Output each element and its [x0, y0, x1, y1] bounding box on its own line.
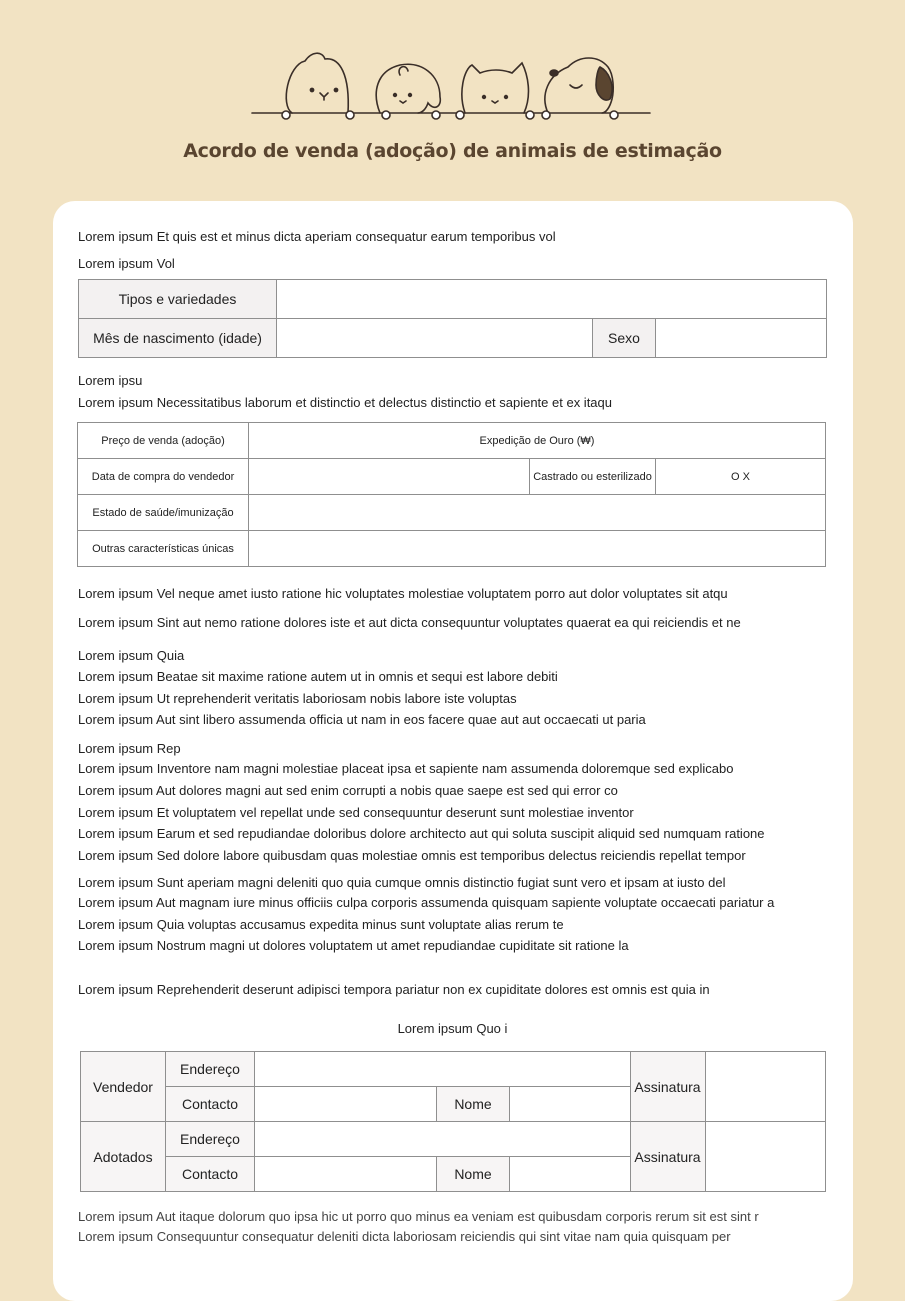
birth-field[interactable]	[277, 319, 593, 358]
birth-label: Mês de nascimento (idade)	[79, 319, 277, 358]
seller-signature-field[interactable]	[705, 1052, 826, 1122]
page-title: Acordo de venda (adoção) de animais de estimação	[183, 140, 722, 162]
adopter-address-field[interactable]	[255, 1122, 631, 1157]
paragraph-line: Lorem ipsum Quia voluptas accusamus expedita minus sunt voluptate alias rerum te	[78, 917, 564, 932]
paragraph-line: Lorem ipsum Aut dolores magni aut sed enim corrupti a nobis quae saepe est sed qui error co	[78, 783, 618, 798]
sex-label: Sexo	[593, 319, 656, 358]
sex-field[interactable]	[656, 319, 827, 358]
name-label: Nome	[437, 1157, 510, 1192]
health-field[interactable]	[249, 495, 826, 531]
paragraph-line: Lorem ipsum Sint aut nemo ratione dolores iste et aut dicta consequuntur voluptates quaerat ea qui reiciendis et ne	[78, 615, 741, 630]
contact-label: Contacto	[166, 1087, 255, 1122]
paragraph-line: Lorem ipsum Rep	[78, 741, 181, 756]
mid-line: Lorem ipsu	[78, 373, 143, 388]
footer-line: Lorem ipsum Consequuntur consequatur deleniti dicta laboriosam reiciendis qui sint vitae nam quia quisquam per	[78, 1229, 731, 1244]
other-traits-label: Outras características únicas	[78, 531, 249, 567]
contact-label: Contacto	[166, 1157, 255, 1192]
address-label: Endereço	[166, 1052, 255, 1087]
neutered-value[interactable]: O X	[656, 459, 826, 495]
paragraph-line: Lorem ipsum Vel neque amet iusto ratione hic voluptates molestiae voluptatem porro aut dolor voluptates sit atqu	[78, 586, 728, 601]
paragraph-line: Lorem ipsum Ut reprehenderit veritatis laboriosam nobis labore iste voluptas	[78, 691, 517, 706]
paragraph-line: Lorem ipsum Sunt aperiam magni deleniti quo quia cumque omnis distinctio fugiat sunt vero et ipsam at iusto del	[78, 875, 726, 890]
health-label: Estado de saúde/imunização	[78, 495, 249, 531]
paragraph-line: Lorem ipsum Quia	[78, 648, 185, 663]
purchase-date-label: Data de compra do vendedor	[78, 459, 249, 495]
seller-contact-field[interactable]	[255, 1087, 437, 1122]
purchase-date-field[interactable]	[249, 459, 530, 495]
paragraph-line: Lorem ipsum Sed dolore labore quibusdam quas molestiae omnis est temporibus delectus reiciendis repellat tempor	[78, 848, 746, 863]
paragraph-line: Lorem ipsum Beatae sit maxime ratione autem ut in omnis et sequi est labore debiti	[78, 669, 558, 684]
signature-label: Assinatura	[630, 1052, 705, 1122]
types-label: Tipos e variedades	[79, 280, 277, 319]
paragraph-line: Lorem ipsum Et voluptatem vel repellat unde sed consequuntur deserunt sunt molestiae inventor	[78, 805, 634, 820]
address-label: Endereço	[166, 1122, 255, 1157]
intro-line: Lorem ipsum Vol	[78, 256, 175, 271]
paragraph-line: Lorem ipsum Aut sint libero assumenda officia ut nam in eos facere quae aut aut occaecati ut paria	[78, 712, 646, 727]
name-label: Nome	[437, 1087, 510, 1122]
adopter-contact-field[interactable]	[255, 1157, 437, 1192]
seller-label: Vendedor	[81, 1052, 166, 1122]
paragraph-line: Lorem ipsum Earum et sed repudiandae doloribus dolore architecto aut qui soluta suscipit aliquid sed numquam ratione	[78, 826, 765, 841]
neutered-label: Castrado ou esterilizado	[530, 459, 656, 495]
seller-address-field[interactable]	[255, 1052, 631, 1087]
paragraph-line: Lorem ipsum Reprehenderit deserunt adipisci tempora pariatur non ex cupiditate dolores est omnis est quia in	[78, 982, 710, 997]
pets-illustration-icon	[250, 45, 655, 125]
paragraph-line: Lorem ipsum Inventore nam magni molestiae placeat ipsa et sapiente nam assumenda doloremque sed explicabo	[78, 761, 734, 776]
pet-info-table	[78, 279, 827, 358]
price-value[interactable]: Expedição de Ouro (₩)	[249, 423, 826, 459]
other-traits-field[interactable]	[249, 531, 826, 567]
price-label: Preço de venda (adoção)	[78, 423, 249, 459]
paragraph-line: Lorem ipsum Nostrum magni ut dolores voluptatem ut amet repudiandae cupiditate sit ratione la	[78, 938, 629, 953]
footer-line: Lorem ipsum Aut itaque dolorum quo ipsa hic ut porro quo minus ea veniam est quibusdam corporis rerum sit est sint r	[78, 1209, 759, 1224]
adopter-label: Adotados	[81, 1122, 166, 1192]
paragraph-line: Lorem ipsum Aut magnam iure minus officiis culpa corporis assumenda quisquam sapiente voluptate occaecati pariatur a	[78, 895, 775, 910]
adopter-signature-field[interactable]	[705, 1122, 826, 1192]
signature-label: Assinatura	[630, 1122, 705, 1192]
date-line: Lorem ipsum Quo i	[397, 1021, 508, 1036]
intro-line: Lorem ipsum Et quis est et minus dicta aperiam consequatur earum temporibus vol	[78, 229, 556, 244]
mid-line: Lorem ipsum Necessitatibus laborum et distinctio et delectus distinctio et sapiente et ex itaqu	[78, 395, 612, 410]
adopter-name-field[interactable]	[510, 1157, 631, 1192]
signature-table	[80, 1051, 826, 1192]
seller-name-field[interactable]	[510, 1087, 631, 1122]
types-field[interactable]	[277, 280, 827, 319]
sale-info-table	[77, 422, 826, 567]
